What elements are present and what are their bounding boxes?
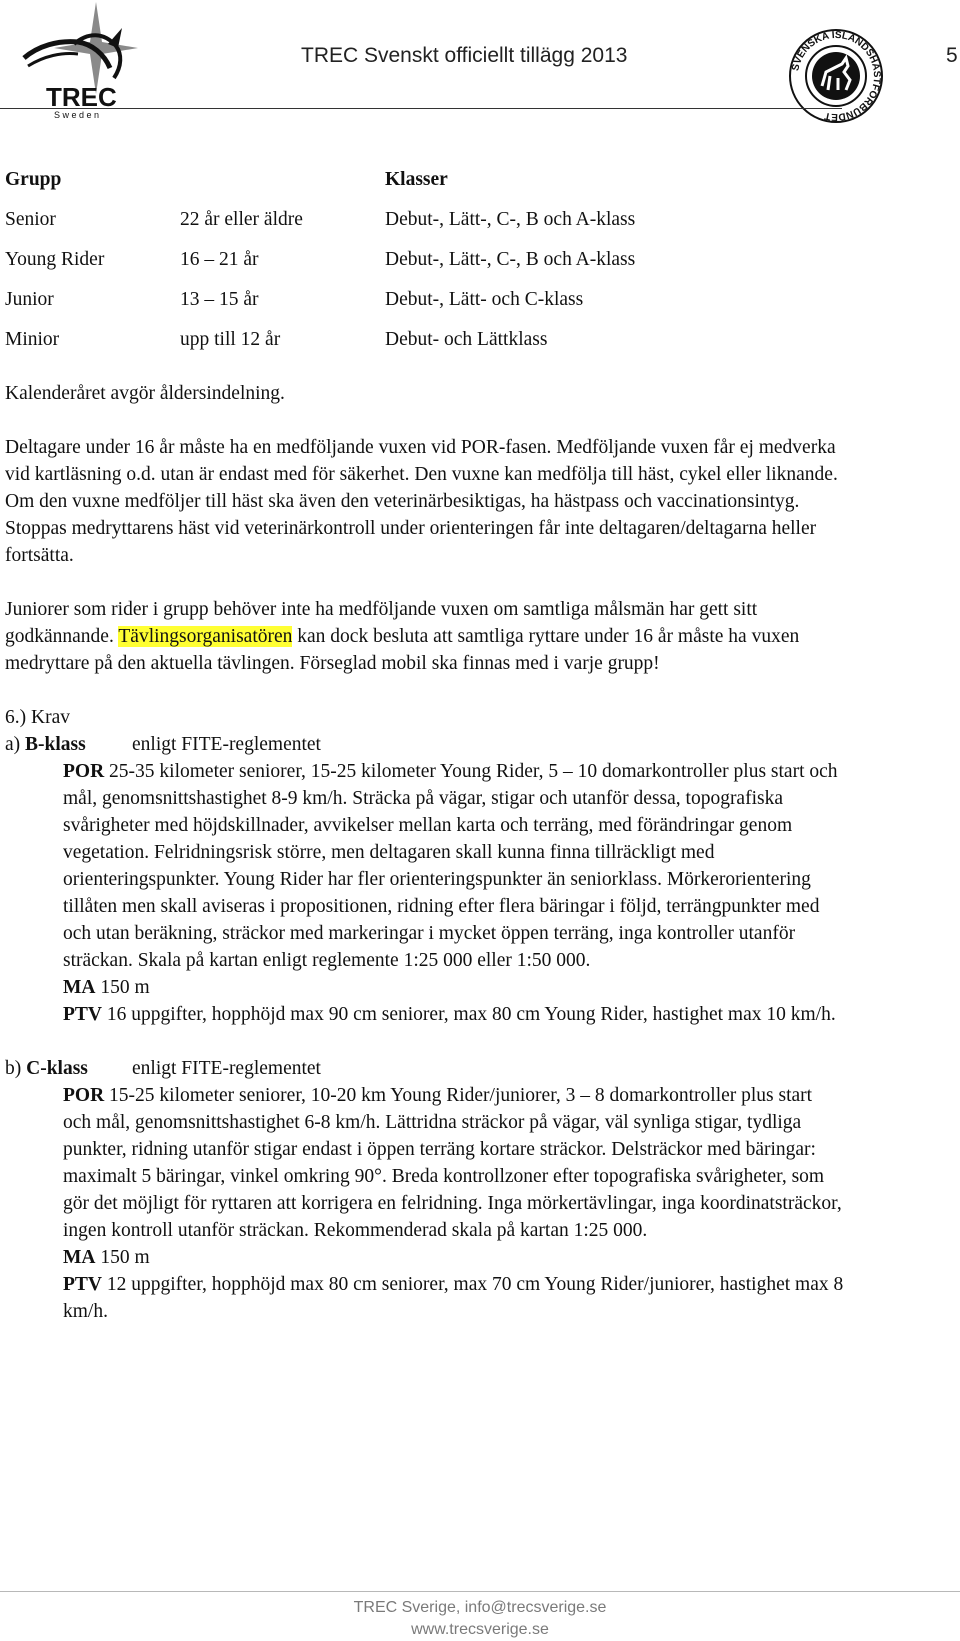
b-klass-prefix: a) (5, 734, 21, 755)
table-row (5, 206, 845, 246)
table-cell-group: Junior (5, 289, 54, 310)
por-label: POR (63, 761, 105, 782)
b-klass-ptv (63, 1001, 845, 1028)
b-klass-rule: enligt FITE-reglementet (132, 734, 321, 755)
table-row (5, 246, 845, 286)
b-klass-por (63, 758, 845, 974)
juniorer-text-1: Juniorer som rider i grupp behöver inte ha medföljande vuxen om samtliga målsmän har gett sitt godkännande. (5, 599, 758, 647)
document-body (5, 166, 845, 1325)
table-row (5, 286, 845, 326)
por-label: POR (63, 1085, 105, 1106)
page-number: 5 (946, 44, 958, 67)
ma-label: MA (63, 977, 96, 998)
ma-text: 150 m (100, 977, 150, 998)
page-footer (0, 1597, 960, 1641)
por-text: 15-25 kilometer seniorer, 10-20 km Young Rider/juniorer, 3 – 8 domarkontroller plus start och mål, genomsnittshastighet 6-8 km/h. Lättridna sträckor på vägar, väl synliga stigar, tydliga punkter, ridning utanför stigar endast i öppen terräng kortare sträckor. Delsträckor med bäringar: maximalt 5 bäringar, vinkel omkring 90°. Breda kontrollzoner efter topografiska svårigheter, som gör det möjligt för ryttaren att korrigera en felridning. Inga mörkertävlingar, inga koordinatsträckor, ingen kontroll utanför sträckan. Rekommenderad skala på kartan 1:25 000. (63, 1085, 842, 1241)
c-klass-section (5, 1082, 845, 1325)
ptv-label: PTV (63, 1004, 102, 1025)
paragraph-kalender: Kalenderåret avgör åldersindelning. (5, 383, 285, 404)
logo-sweden-text: S w e d e n (54, 110, 100, 120)
document-title: TREC Svenskt officiellt tillägg 2013 (301, 44, 628, 67)
table-cell-age: 16 – 21 år (180, 249, 259, 270)
table-cell-age: 22 år eller äldre (180, 209, 303, 230)
table-header-classes: Klasser (385, 169, 448, 190)
table-cell-group: Senior (5, 209, 56, 230)
seal-text: SVENSKA ISLANDSHÄSTFÖRBUNDET (790, 29, 883, 123)
ptv-text: 16 uppgifter, hopphöjd max 90 cm seniorer, max 80 cm Young Rider, hastighet max 10 km/h. (106, 1004, 836, 1025)
header-divider (0, 108, 842, 109)
por-text: 25-35 kilometer seniorer, 15-25 kilometer Young Rider, 5 – 10 domarkontroller plus start och mål, genomsnittshastighet 8-9 km/h. Sträcka på vägar, stigar och utanför dessa, topografiska svårigheter med höjdskillnader, avvikelser mellan karta och terräng, med förändringar genom vegetation. Felridningsrisk större, men deltagaren skall kunna finna tillräckligt med orienteringspunkter. Young Rider har fler orienteringspunkter än seniorklass. Mörkerorientering tillåten men skall aviseras i propositionen, ridning efter flera bäringar i följd, terrängpunkter med och utan beräkning, sträckor med markeringar i mycket öppen terräng, inga kontroller utanför sträckan. Skala på kartan enligt reglemente 1:25 000 eller 1:50 000. (63, 761, 838, 971)
table-row (5, 326, 845, 366)
table-cell-classes: Debut-, Lätt- och C-klass (385, 289, 584, 310)
b-klass-heading (5, 731, 845, 758)
table-cell-classes: Debut- och Lättklass (385, 329, 548, 350)
juniorer-text-2: kan dock besluta att samtliga ryttare under 16 år måste ha vuxen medryttare på den aktuella tävlingen. Förseglad mobil ska finnas med i varje grupp! (5, 626, 800, 674)
c-klass-ptv (63, 1271, 845, 1325)
c-klass-ma (63, 1244, 845, 1271)
krav-heading: 6.) Krav (5, 707, 70, 728)
table-cell-group: Young Rider (5, 249, 105, 270)
highlighted-term: Tävlingsorganisatören (118, 626, 293, 647)
table-header-group: Grupp (5, 169, 62, 190)
table-cell-classes: Debut-, Lätt-, C-, B och A-klass (385, 249, 636, 270)
table-header-row (5, 166, 845, 206)
logo-trec-text: TREC (46, 82, 117, 112)
ptv-label: PTV (63, 1274, 102, 1295)
paragraph-juniorer (5, 596, 845, 677)
table-cell-classes: Debut-, Lätt-, C-, B och A-klass (385, 209, 636, 230)
table-cell-age: upp till 12 år (180, 329, 281, 350)
b-klass-section (5, 758, 845, 1028)
table-cell-age: 13 – 15 år (180, 289, 259, 310)
trec-sweden-logo (18, 2, 148, 120)
c-klass-por (63, 1082, 845, 1244)
footer-divider (0, 1591, 960, 1592)
ptv-text: 12 uppgifter, hopphöjd max 80 cm seniorer, max 70 cm Young Rider/juniorer, hastighet max 8 km/h. (63, 1274, 844, 1322)
c-klass-name: C-klass (26, 1058, 88, 1079)
ma-text: 150 m (100, 1247, 150, 1268)
c-klass-prefix: b) (5, 1058, 22, 1079)
c-klass-rule: enligt FITE-reglementet (132, 1058, 321, 1079)
footer-website: www.trecsverige.se (411, 1621, 549, 1638)
paragraph-deltagare: Deltagare under 16 år måste ha en medföljande vuxen vid POR-fasen. Medföljande vuxen får ej medverka vid kartläsning o.d. utan är endast med för säkerhet. Den vuxne kan medfölja till häst, cykel eller liknande. Om den vuxne medföljer till häst ska även den veterinärbesiktigas, ha hästpass och vaccinationsintyg. Stoppas medryttarens häst vid veterinärkontroll under orienteringen får inte deltagaren/deltagarna heller fortsätta. (5, 437, 838, 566)
ma-label: MA (63, 1247, 96, 1268)
footer-contact: TREC Sverige, info@trecsverige.se (353, 1599, 607, 1616)
b-klass-ma (63, 974, 845, 1001)
c-klass-heading (5, 1055, 845, 1082)
islandshast-forbund-seal (788, 28, 884, 124)
b-klass-name: B-klass (25, 734, 86, 755)
page-header (0, 0, 960, 123)
table-cell-group: Minior (5, 329, 60, 350)
